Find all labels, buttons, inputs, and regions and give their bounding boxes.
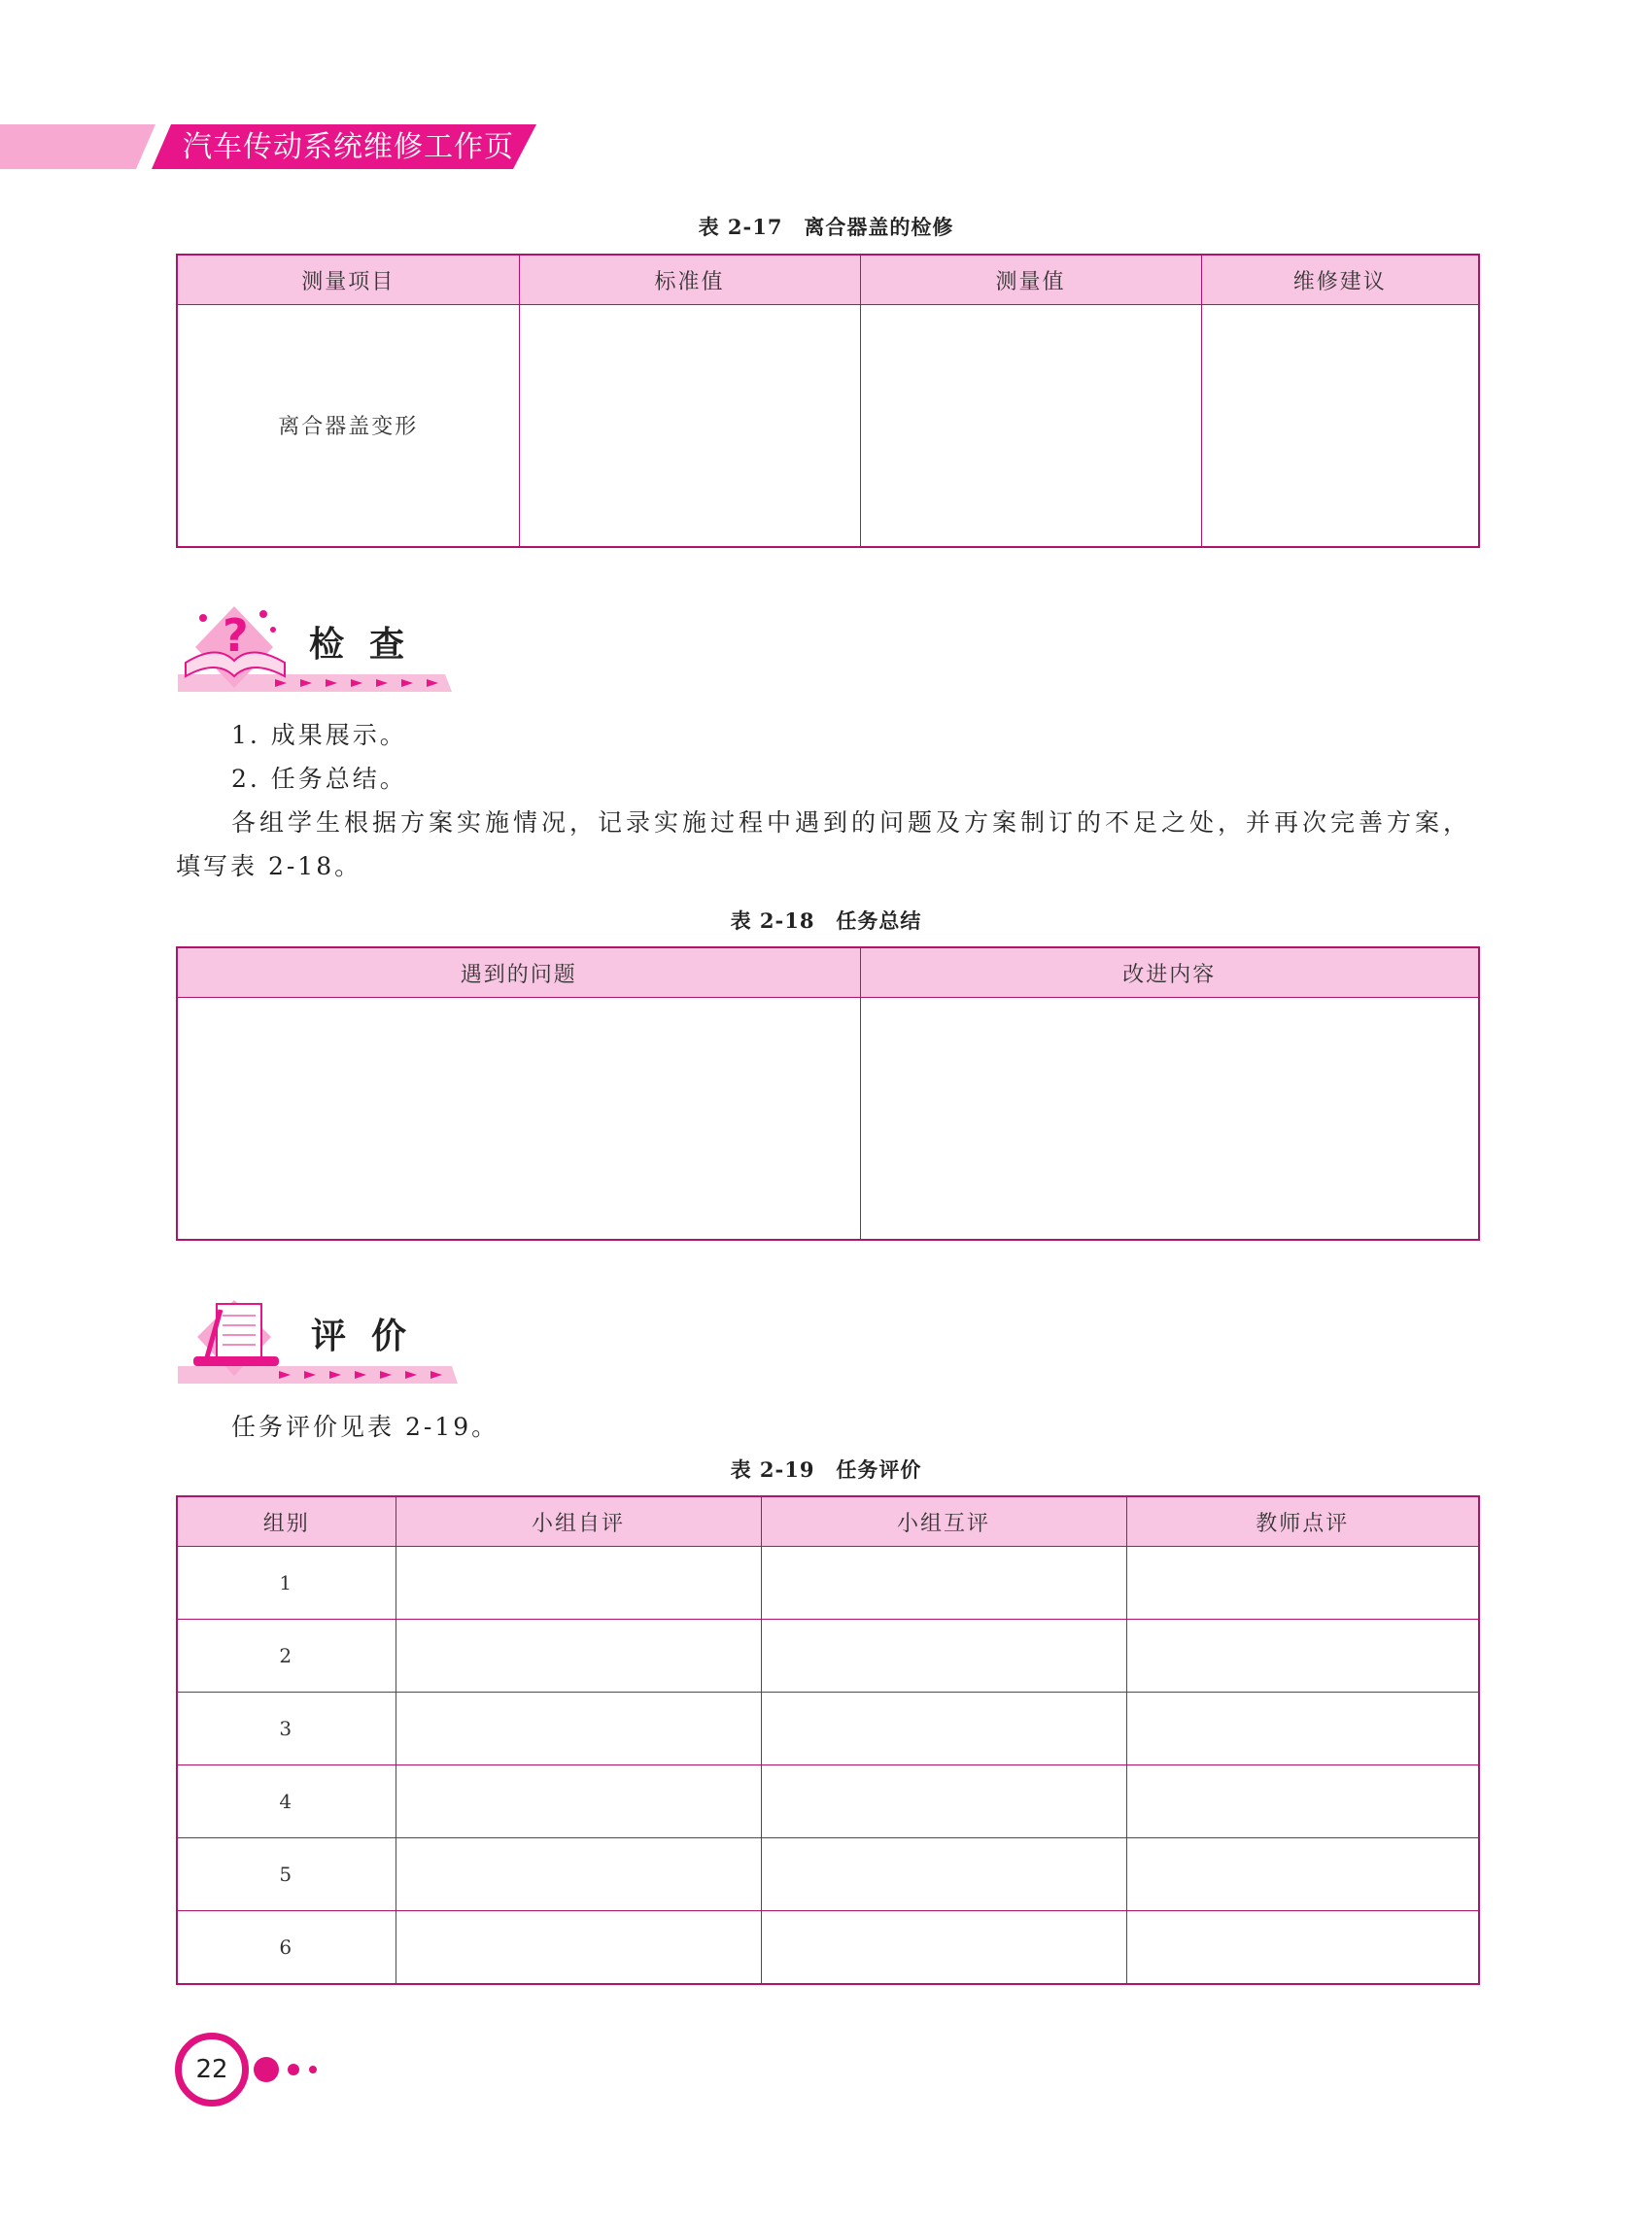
- check-item-1: 1. 成果展示。: [231, 721, 407, 749]
- table-19-header-row: [177, 1496, 1479, 1547]
- table-row: [177, 1911, 1479, 1984]
- group-number-cell: 6: [177, 1911, 396, 1984]
- table-17-header-cell: 标准值: [519, 255, 860, 305]
- teacher-eval-cell[interactable]: [1126, 1693, 1479, 1765]
- table-row: [177, 1765, 1479, 1838]
- table-19-header-cell: 组别: [177, 1496, 396, 1547]
- table-17: [176, 254, 1480, 548]
- section-title-check: 检查: [309, 624, 430, 665]
- table-row: [177, 1693, 1479, 1765]
- group-number-cell: 3: [177, 1693, 396, 1765]
- teacher-eval-cell[interactable]: [1126, 1911, 1479, 1984]
- teacher-eval-cell[interactable]: [1126, 1765, 1479, 1838]
- table-18-header-row: [177, 947, 1479, 998]
- table-17-advice-cell[interactable]: [1201, 305, 1479, 547]
- group-number-cell: 4: [177, 1765, 396, 1838]
- table-17-header-cell: 维修建议: [1201, 255, 1479, 305]
- table-19-header-cell: 小组互评: [761, 1496, 1126, 1547]
- table-18-improvement-cell[interactable]: [860, 998, 1479, 1240]
- peer-eval-cell[interactable]: [761, 1911, 1126, 1984]
- table-18-header-cell: 改进内容: [860, 947, 1479, 998]
- table-17-caption: 表 2-17 离合器盖的检修: [698, 215, 954, 239]
- section-title-evaluate: 评价: [311, 1316, 432, 1356]
- check-item-2: 2. 任务总结。: [231, 765, 407, 793]
- svg-text:?: ?: [223, 609, 249, 662]
- table-19: [176, 1495, 1480, 1985]
- self-eval-cell[interactable]: [396, 1620, 761, 1693]
- peer-eval-cell[interactable]: [761, 1765, 1126, 1838]
- self-eval-cell[interactable]: [396, 1911, 761, 1984]
- teacher-eval-cell[interactable]: [1126, 1547, 1479, 1620]
- teacher-eval-cell[interactable]: [1126, 1620, 1479, 1693]
- table-17-standard-cell[interactable]: [519, 305, 860, 547]
- table-17-header-cell: 测量值: [860, 255, 1201, 305]
- peer-eval-cell[interactable]: [761, 1693, 1126, 1765]
- table-row: [177, 1620, 1479, 1693]
- table-18: [176, 946, 1480, 1241]
- peer-eval-cell[interactable]: [761, 1838, 1126, 1911]
- table-19-header-cell: 教师点评: [1126, 1496, 1479, 1547]
- table-18-header-cell: 遇到的问题: [177, 947, 860, 998]
- table-row: [177, 1838, 1479, 1911]
- table-17-measured-cell[interactable]: [860, 305, 1201, 547]
- peer-eval-cell[interactable]: [761, 1547, 1126, 1620]
- table-19-caption: 表 2-19 任务评价: [730, 1457, 922, 1482]
- self-eval-cell[interactable]: [396, 1693, 761, 1765]
- table-18-problem-cell[interactable]: [177, 998, 860, 1240]
- group-number-cell: 5: [177, 1838, 396, 1911]
- self-eval-cell[interactable]: [396, 1547, 761, 1620]
- dots-icon: [253, 2052, 321, 2087]
- table-17-item-cell: 离合器盖变形: [177, 305, 519, 547]
- group-number-cell: 2: [177, 1620, 396, 1693]
- teacher-eval-cell[interactable]: [1126, 1838, 1479, 1911]
- table-row: [177, 998, 1479, 1240]
- self-eval-cell[interactable]: [396, 1838, 761, 1911]
- table-17-header-row: [177, 255, 1479, 305]
- evaluate-intro: 任务评价见表 2-19。: [231, 1413, 499, 1441]
- table-row: [177, 305, 1479, 547]
- page-number: 22: [175, 2033, 249, 2106]
- self-eval-cell[interactable]: [396, 1765, 761, 1838]
- table-18-caption: 表 2-18 任务总结: [730, 908, 922, 933]
- table-row: [177, 1547, 1479, 1620]
- check-paragraph-line-2: 填写表 2-18。: [176, 852, 362, 880]
- header-title: 汽车传动系统维修工作页: [183, 130, 514, 164]
- check-paragraph-line-1: 各组学生根据方案实施情况，记录实施过程中遇到的问题及方案制订的不足之处，并再次完善方案，: [231, 808, 1472, 837]
- table-17-header-cell: 测量项目: [177, 255, 519, 305]
- group-number-cell: 1: [177, 1547, 396, 1620]
- peer-eval-cell[interactable]: [761, 1620, 1126, 1693]
- table-19-header-cell: 小组自评: [396, 1496, 761, 1547]
- page-number-badge: [175, 2033, 330, 2110]
